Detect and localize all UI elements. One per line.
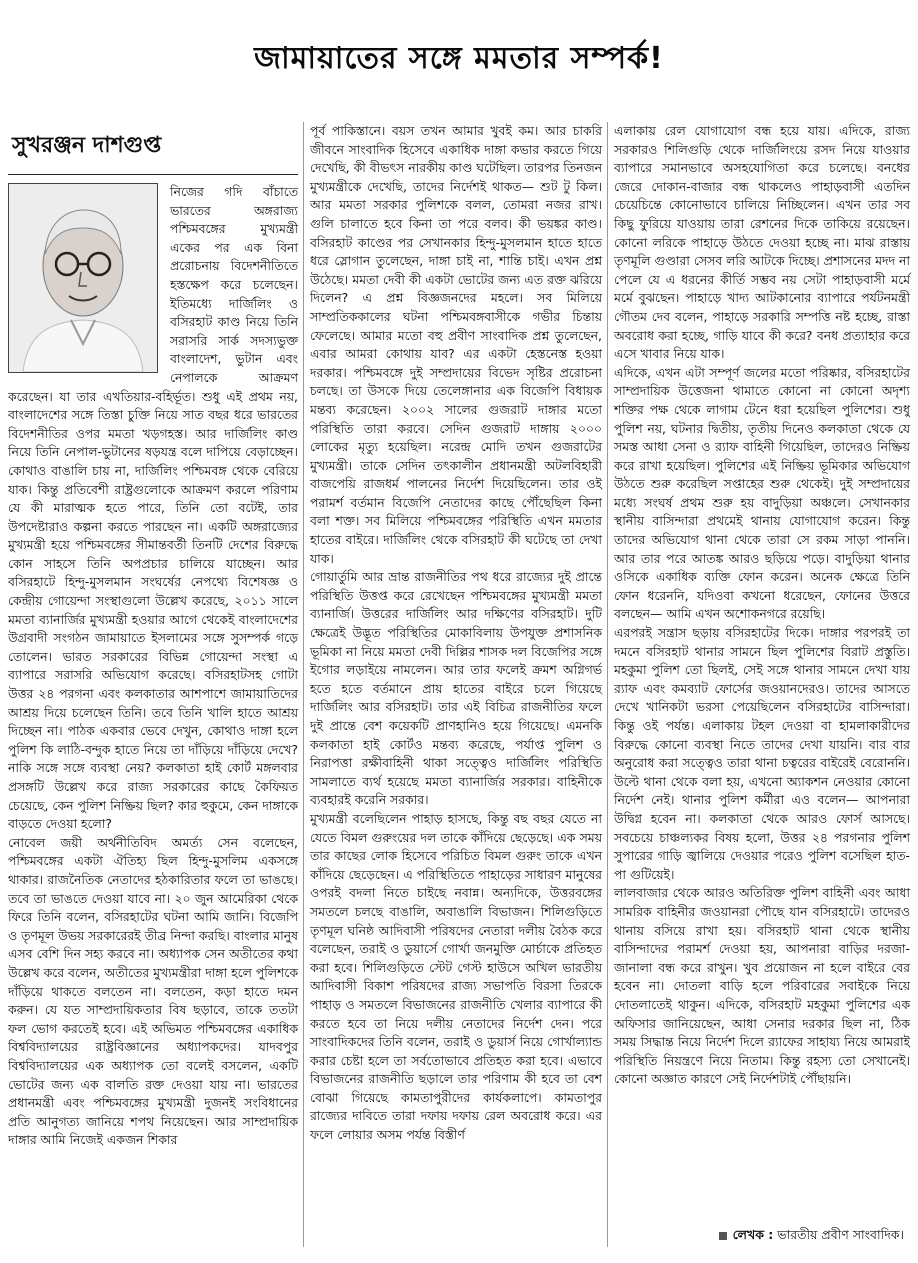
- paragraph: নোবেল জয়ী অর্থনীতিবিদ অমর্ত্য সেন বলেছেন, পশ্চিমবঙ্গের একটা ঐতিহ্য ছিল হিন্দু-মুসলিম একসঙ্গে থাকার। রাজনৈতিক নেতাদের হঠকারিতার ফলে তা ভাঙছে। তবে তা ভাঙতে দেওয়া যাবে না। ২০ জুন আমেরিকা থেকে ফিরে তিনি বলেন, বসিরহাটের ঘটনা আমি জানি। বিজেপি ও তৃণমূল উভয় সরকারেরই তীব্র নিন্দা করছি। বাংলার মানুষ এসব বেশি দিন সহ্য করবে না। অধ্যাপক সেন অতীতের কথা উল্লেখ করে বলেন, অতীতের মুখ্যমন্ত্রীরা দাঙ্গা হলে পুলিশকে দাঁড়িয়ে থাকতে বলতেন না। বলতেন, কড়া হাতে দমন করুন। যে যত সাম্প্রদায়িকতার বিষ ছড়াবে, তাকে ততটা ফল ভোগ করতেই হবে। এই অভিমত পশ্চিমবঙ্গের একাধিক বিশ্ববিদ্যালয়ের রাষ্ট্রবিজ্ঞানের অধ্যাপকদের। যাদবপুর বিশ্ববিদ্যালয়ের এক অধ্যাপক তো বলেই বসলেন, একটি ভোটের জন্য এক বালতি রক্ত দেওয়া যায় না। ভারতের প্রধানমন্ত্রী এবং পশ্চিমবঙ্গের মুখ্যমন্ত্রী দুজনই সংবিধানের প্রতি আনুগত্য জানিয়ে শপথ নিয়েছেন। আর সাম্প্রদায়িক দাঙ্গার আমি নিজেই একজন শিকার: [8, 834, 298, 1148]
- byline-rule: [8, 174, 298, 175]
- headline: জামায়াতের সঙ্গে মমতার সম্পর্ক!: [254, 40, 664, 76]
- column-3: [614, 122, 910, 1089]
- author-portrait-icon: [9, 184, 157, 372]
- paragraph: মুখ্যমন্ত্রী বলেছিলেন পাহাড় হাসছে, কিন্তু বছ বছর যেতে না যেতে বিমল গুরুংয়ের দল তাকে কাঁদিয়ে ছেড়েছে। এক সময় তার কাছের লোক হিসেবে পরিচিত বিমল গুরুং তাকে এখন কাঁদিয়ে ছেড়েছেন। এ পরিস্থিতিতে পাহাড়ের সাধারণ মানুষের ওপরই বদলা নিতে চাইছে নবান্ন। অন্যদিকে, উত্তরবঙ্গের সমতলে চলছে বাঙালি, অবাঙালি বিভাজন। শিলিগুড়িতে তৃণমূল ঘনিষ্ঠ আদিবাসী পরিষদের নেতারা দলীয় বৈঠক করে বলেছেন, তরাই ও ডুয়ার্সে গোর্খা জনমুক্তি মোর্চাকে প্রতিহত করা হবে। শিলিগুড়িতে স্টেট গেস্ট হাউসে অখিল ভারতীয় আদিবাসী বিকাশ পরিষদের রাজ্য সভাপতি বিরসা তিরকে পাহাড় ও সমতলে বিভাজনের রাজনীতি খেলার ব্যাপারে কী করতে হবে তা নিয়ে দলীয় নেতাদের নির্দেশ দেন। পরে সাংবাদিকদের তিনি বলেন, তরাই ও ডুয়ার্স নিয়ে গোর্খাল্যান্ড করার চেষ্টা হলে তা সর্বতোভাবে প্রতিহত করা হবে। এভাবে বিভাজনের রাজনীতি ছড়ালে তার পরিণাম কী হবে তা বেশ বোঝা গিয়েছে কামতাপুরীদের কার্যকলাপে। কামতাপুর রাজ্যের দাবিতে তারা দফায় দফায় রেল অবরোধ করে। এর ফলে লোয়ার অসম পর্যন্ত বিস্তীর্ণ: [310, 810, 602, 1143]
- paragraph: এলাকায় রেল যোগাযোগ বন্ধ হয়ে যায়। এদিকে, রাজ্য সরকারও শিলিগুড়ি থেকে দার্জিলিংয়ে রসদ নিয়ে যাওয়ার ব্যাপারে সমানভাবে অসহযোগিতা করে চলেছে। বনধের জেরে দোকান-বাজার বন্ধ থাকলেও পাহাড়বাসী এতদিন চেয়েচিন্তে কোনোভাবে চালিয়ে নিচ্ছিলেন। এখন তার সব কিছু ফুরিয়ে যাওয়ায় তারা রেশনের দিকে তাকিয়ে রয়েছেন। কোনো লরিকে পাহাড়ে উঠতে দেওয়া হচ্ছে না। মাঝ রাস্তায় তৃণমূলি গুণ্ডারা সেসব লরি আটকে দিচ্ছে। প্রশাসনের মদদ না পেলে যে এ ধরনের কীর্তি সম্ভব নয় সেটা পাহাড়বাসী মর্মে মর্মে বুঝছেন। পাহাড়ে খাদ্য আটকানোর ব্যাপারে পর্যটনমন্ত্রী গৌতম দেব বলেন, পাহাড়ে সরকারি সম্পত্তি নষ্ট হচ্ছে, রাস্তা অবরোধ করা হচ্ছে, গাড়ি যাবে কী করে? বনধ প্রত্যাহার করে এসে খাবার নিয়ে যাক।: [614, 123, 910, 362]
- column-divider: [607, 122, 608, 1247]
- column-divider: [303, 122, 304, 1247]
- column-1: [8, 122, 298, 1150]
- paragraph: এরপরই সন্ত্রাস ছড়ায় বসিরহাটের দিকে। দাঙ্গার পরপরই তা দমনে বসিরহাট থানার সামনে ছিল পুলিশের বিরাট প্রস্তুতি। মহকুমা পুলিশ তো ছিলই, সেই সঙ্গে থানার সামনে দেখা যায় র‍্যাফ এবং কমব্যাট ফোর্সের জওয়ানদেরও। তাদের আসতে দেখে খানিকটা ভরসা পেয়েছিলেন বসিরহাটের বাসিন্দারা। কিন্তু ওই পর্যন্ত। এলাকায় টহল দেওয়া বা হামলাকারীদের বিরুদ্ধে কোনো ব্যবস্থা নিতে তাদের দেখা যায়নি। বার বার অনুরোধ করা সত্ত্বেও তারা থানা চত্বরের বাইরেই বেরোননি। উল্টে থানা থেকে বলা হয়, এখনো অ্যাকশন নেওয়ার কোনো নির্দেশ নেই। থানার পুলিশ কর্মীরা এও বলেন— আপনারা উদ্বিগ্ন হবেন না। কলকাতা থেকে আরও ফোর্স আসছে। সবচেয়ে চাঞ্চল্যকর বিষয় হলো, উত্তর ২৪ পরগনার পুলিশ সুপারের গাড়ি জ্বালিয়ে দেওয়ার পরেও পুলিশ বসেছিল হাত-পা গুটিয়েই।: [614, 625, 910, 882]
- author-note: [719, 1227, 904, 1247]
- author-photo: [8, 183, 158, 373]
- paragraph: এদিকে, এখন এটা সম্পূর্ণ জলের মতো পরিষ্কার, বসিরহাটের সাম্প্রদায়িক উত্তেজনা থামাতে কোনো না কোনো অদৃশ্য শক্তির পক্ষ থেকে লাগাম টেনে ধরা হয়েছিল পুলিশের। শুধু পুলিশ নয়, ঘটনার দ্বিতীয়, তৃতীয় দিনেও কলকাতা থেকে যে সমস্ত আধা সেনা ও র‍্যাফ বাহিনী গিয়েছিল, তাদেরও নিষ্ক্রিয় করে রাখা হয়েছিল। পুলিশের এই নিষ্ক্রিয় ভূমিকার অভিযোগ উঠতে শুরু করেছিল সপ্তাহের শুরু থেকেই। দুই সম্প্রদায়ের মধ্যে সংঘর্ষ প্রথম শুরু হয় বাদুড়িয়া অঞ্চলে। সেখানকার স্থানীয় বাসিন্দারা প্রথমেই থানায় যোগাযোগ করেন। কিন্তু তাদের অভিযোগ থানা থেকে তারা সে রকম সাড়া পাননি। আর তার পরে আতঙ্ক আরও ছড়িয়ে পড়ে। বাদুড়িয়া থানার ওসিকে একাধিক ব্যক্তি ফোন করেন। অনেক ক্ষেত্রে তিনি ফোন ধরেননি, যদিওবা কখনো ধরেছেন, ফোনের উত্তরে বলছেন— আমি এখন অশোকনগরে রয়েছি।: [614, 364, 910, 622]
- paragraph: পূর্ব পাকিস্তানে। বয়স তখন আমার খুবই কম। আর চাকরি জীবনে সাংবাদিক হিসেবে একাধিক দাঙ্গা কভার করতে গিয়ে দেখেছি, কী বীভৎস নারকীয় কাণ্ড ঘটেছিল। তারপর তিনজন মুখ্যমন্ত্রীকে দেখেছি, তাদের নির্দেশই থাকত— শুট টু কিল। আর মমতা সরকার পুলিশকে বলল, তোমরা নজর রাখ। গুলি চালাতে হবে কিনা তা পরে বলব। কী ভয়ঙ্কর কাণ্ড। বসিরহাট কাণ্ডের পর সেখানকার হিন্দু-মুসলমান হাতে হাতে ধরে স্লোগান তুলেছেন, দাঙ্গা চাই না, শান্তি চাই। এখন প্রশ্ন উঠেছে। মমতা দেবী কী একটা ভোটের জন্য এত রক্ত ঝরিয়ে দিলেন? এ প্রশ্ন বিজ্ঞজনদের মহলে। সব মিলিয়ে সাম্প্রতিককালের ঘটনা পশ্চিমবঙ্গবাসীকে গভীর চিন্তায় ফেলেছে। আমার মতো বহু প্রবীণ সাংবাদিক প্রশ্ন তুলেছেন, এবার আমরা কোথায় যাব? এর একটা হেস্তনেস্ত হওয়া দরকার। পশ্চিমবঙ্গে দুই সম্প্রদায়ের বিভেদ সৃষ্টির প্ররোচনা চলছে। তা উসকে দিয়ে তেলেঙ্গানার এক বিজেপি বিধায়ক মন্তব্য করেছেন। ২০০২ সালের গুজরাট দাঙ্গার মতো পরিস্থিতি তারা করবে। সেদিন গুজরাট দাঙ্গায় ২০০০ লোকের মৃত্যু হয়েছিল। নরেন্দ্র মোদি তখন গুজরাটের মুখ্যমন্ত্রী। তাকে সেদিন তৎকালীন প্রধানমন্ত্রী অটলবিহারী বাজপেয়ি রাজধর্ম পালনের নির্দেশ দিয়েছিলেন। তার ওই পরামর্শ বর্তমান বিজেপি নেতাদের কাছে পৌঁছেছিল কিনা বলা শক্ত। সব মিলিয়ে পশ্চিমবঙ্গের পরিস্থিতি এখন মমতার হাতের বাইরে। দার্জিলিং থেকে বসিরহাট কী ঘটেছে তা দেখা যাক।: [310, 123, 602, 566]
- author-note-text: ভারতীয় প্রবীণ সাংবাদিক।: [777, 1227, 904, 1242]
- paragraph: গোয়ার্তুমি আর ভ্রান্ত রাজনীতির পথ ধরে রাজ্যের দুই প্রান্তে পরিস্থিতি উত্তপ্ত করে রেখেছেন পশ্চিমবঙ্গের মুখ্যমন্ত্রী মমতা ব্যানার্জি। উত্তরের দার্জিলিং আর দক্ষিণের বসিরহাট। দুটি ক্ষেত্রেই উদ্ভূত পরিস্থিতির মোকাবিলায় উপযুক্ত প্রশাসনিক ভূমিকা না নিয়ে মমতা দেবী দিল্লির শাসক দল বিজেপির সঙ্গে ইগোর লড়াইয়ে নামলেন। আর তার ফলেই ক্রমশ অগ্নিগর্ভ হতে হতে বর্তমানে প্রায় হাতের বাইরে চলে গিয়েছে দার্জিলিং আর বসিরহাট। তার এই বিচিত্র রাজনীতির ফলে দুই প্রান্তে বেশ কয়েকটি প্রাণহানিও হয়ে গিয়েছে। এমনকি কলকাতা হাই কোর্টও মন্তব্য করেছে, পর্যাপ্ত পুলিশ ও নিরাপত্তা রক্ষীবাহিনী থাকা সত্ত্বেও দার্জিলিং পরিস্থিতি সামলাতে ব্যর্থ হয়েছে মমতা ব্যানার্জির সরকার। বাহিনীকে ব্যবহারই করেনি সরকার।: [310, 569, 602, 808]
- bullet-square-icon: [719, 1232, 727, 1240]
- byline: সুখরঞ্জন দাশগুপ্ত: [12, 133, 162, 158]
- column-2: [310, 122, 602, 1145]
- author-note-label: লেখক :: [732, 1227, 774, 1242]
- paragraph: নিজের গদি বাঁচাতে ভারতের অঙ্গরাজ্য পশ্চিমবঙ্গের মুখ্যমন্ত্রী একের পর এক বিনা প্ররোচনায় বিদেশনীতিতে হস্তক্ষেপ করে চলেছেন। ইতিমধ্যে দার্জিলিং ও বসিরহাট কাণ্ড নিয়ে তিনি সরাসরি সার্ক সদস্যভুক্ত বাংলাদেশ, ভুটান এবং নেপালকে আক্রমণ করেছেন। যা তার এখতিয়ার-বহির্ভূত। শুধু এই প্রথম নয়, বাংলাদেশের সঙ্গে তিস্তা চুক্তি নিয়ে সাত বছর ধরে ভারতের বিদেশনীতির ওপর মমতা খড়গহস্ত। আর দার্জিলিং কাণ্ড নিয়ে তিনি নেপাল-ভুটানের ষড়যন্ত্র বলে দাপিয়ে বেড়াচ্ছেন। কোথাও বাঙালি চায় না, দার্জিলিং পশ্চিমবঙ্গ থেকে বেরিয়ে যাক। কিন্তু প্রতিবেশী রাষ্ট্রগুলোকে আক্রমণ করলে পরিণাম যে কী মারাত্মক হতে পারে, তিনি তো বটেই, তার উপদেষ্টারাও কল্পনা করতে পারছেন না। একটি অঙ্গরাজ্যের মুখ্যমন্ত্রী হয়ে পশ্চিমবঙ্গের সীমান্তবর্তী তিনটি দেশের বিরুদ্ধে কোন সাহসে তিনি অপপ্রচার চালিয়ে যাচ্ছেন। আর বসিরহাটে হিন্দু-মুসলমান সংঘর্ষের নেপথ্যে বিশেষজ্ঞ ও কেন্দ্রীয় গোয়েন্দা সংস্থাগুলো উল্লেখ করেছে, ২০১১ সালে মমতা ব্যানার্জির মুখ্যমন্ত্রী হওয়ার আগে থেকেই বাংলাদেশের উগ্রবাদী সংগঠন জামায়াতে ইসলামের সঙ্গে সুসম্পর্ক গড়ে তোলেন। ভারত সরকারের বিভিন্ন গোয়েন্দা সংস্থা এ ব্যাপারে সরাসরি অভিযোগ করেছে। বসিরহাটসহ গোটা উত্তর ২৪ পরগনা এবং কলকাতার আশপাশে জামায়াতিদের আশ্রয় দিয়ে চলেছেন তিনি। তবে তিনি খালি হাতে আশ্রয় দিচ্ছেন না। পাঠক একবার ভেবে দেখুন, কোথাও দাঙ্গা হলে পুলিশ কি লাঠি-বন্দুক হাতে নিয়ে তা দাঁড়িয়ে দাঁড়িয়ে দেখে? নাকি সঙ্গে সঙ্গে ব্যবস্থা নেয়? কলকাতা হাই কোর্ট মঙ্গলবার প্রসঙ্গটি উল্লেখ করে রাজ্য সরকারের কাছে কৈফিয়ত চেয়েছে, কেন পুলিশ নিষ্ক্রিয় ছিল? কার হুকুমে, কেন দাঙ্গাকে বাড়তে দেওয়া হলো?: [8, 184, 298, 832]
- paragraph: লালবাজার থেকে আরও অতিরিক্ত পুলিশ বাহিনী এবং আধা সামরিক বাহিনীর জওয়ানরা পৌছে যান বসিরহাটে। তাদেরও থানায় বসিয়ে রাখা হয়। বসিরহাট থানা থেকে স্থানীয় বাসিন্দাদের পরামর্শ দেওয়া হয়, আপনারা বাড়ির দরজা-জানালা বন্ধ করে রাখুন। খুব প্রয়োজন না হলে বাইরে বের হবেন না। দোতলা বাড়ি হলে পরিবারের সবাইকে নিয়ে দোতলাতেই থাকুন। এদিকে, বসিরহাট মহকুমা পুলিশের এক অফিসার জানিয়েছেন, আধা সেনার দরকার ছিল না, ঠিক সময় সিদ্ধান্ত নিয়ে নির্দেশ দিলে র‍্যাফের সাহায্য নিয়ে আমরাই পরিস্থিতি নিয়ন্ত্রণে নিয়ে নিতাম। কিন্তু রহস্য তো সেখানেই। কোনো অজ্ঞাত কারণে সেই নির্দেশটাই পৌঁছায়নি।: [614, 885, 910, 1087]
